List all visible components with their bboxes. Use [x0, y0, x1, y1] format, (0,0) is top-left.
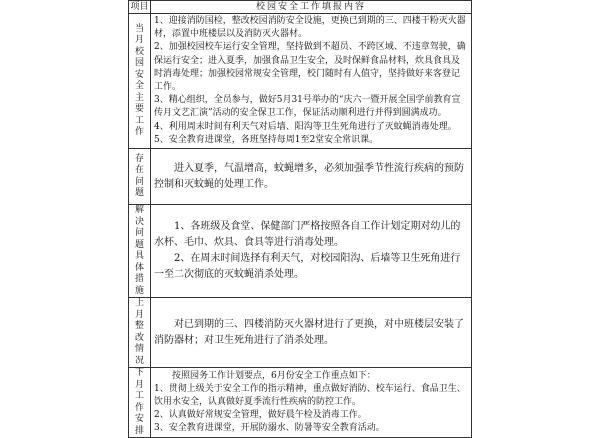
content-line: 进入夏季，气温增高，蚊蝇增多，必须加强季节性流行疾病的预防控制和灭蚊蝇的处理工作。	[154, 162, 464, 190]
section-row-problems	[129, 149, 472, 205]
report-table	[128, 0, 472, 438]
section-label: 下月工作安排	[134, 368, 144, 436]
section-row-monthly-work	[129, 14, 472, 149]
section-row-next-month-plan	[129, 368, 472, 438]
section-label: 当月校园安全主要工作	[134, 23, 144, 138]
safety-report-sheet	[128, 0, 472, 436]
section-content	[151, 368, 472, 438]
header-content-cell: 校园安全工作填报内容	[151, 1, 472, 14]
content-line: 1、各班级及食堂、保健部门严格按照各自工作计划定期对幼儿的水杯、毛巾、炊具、食具等进行消毒处理。	[154, 221, 461, 249]
section-label: 解决问题具体措施	[134, 205, 144, 296]
section-row-measures	[129, 205, 472, 298]
header-row	[129, 1, 472, 14]
content-line: 2、认真做好常规安全管理，做好晨午检及消毒工作。	[154, 410, 367, 421]
content-line: 5、安全教育进课堂，各班坚持每周1至2堂安全常识课。	[154, 134, 379, 145]
content-line: 4、利用周末时间有利天气对后墙、阳沟等卫生死角进行了灭蚊蝇消毒处理。	[154, 121, 457, 132]
section-content	[151, 205, 472, 298]
section-content	[151, 298, 472, 368]
content-line: 2、在周末时间选择有利天气，对校园阳沟、后墙等卫生死角进行一至二次彻底的灭蚊蝇消杀处理。	[154, 253, 461, 281]
section-label: 上月整改情况	[134, 298, 144, 366]
content-line: 3、安全教育进课堂，开展防溺水、防暑等安全教育活动。	[154, 423, 385, 434]
section-content	[151, 14, 472, 149]
content-line: 1、贯彻上级关于安全工作的指示精神，重点做好消防、校车运行、食品卫生、饮用水安全，认真做好夏季流行性疾病的防控工作。	[154, 383, 466, 407]
content-line: 3、精心组织，全员参与，做好5月31号举办的“庆六一暨开展全国学前教育宣传月文艺汇演”活动的安全保卫工作，保证活动顺利进行并得到圆满成功。	[154, 95, 461, 119]
section-content	[151, 149, 472, 205]
content-line: 2、加强校园校车运行安全管理，坚持做到不超员、不跨区域、不违章驾驶，确保运行安全；进入夏季，加强食品卫生安全，及时保鲜食品材料，炊具食具及时消毒处理；加强校园常规安全管理，校门随时有人值守，坚持做好来客登记工作。	[154, 42, 466, 93]
section-row-last-month-fixes	[129, 298, 472, 368]
content-line: 按照园务工作计划要点，6月份安全工作重点如下：	[172, 370, 376, 381]
header-item-cell: 项目	[130, 2, 149, 12]
section-label: 存在问题	[134, 153, 144, 199]
content-line: 对已到期的三、四楼消防灭火器材进行了更换，对中班楼层安装了消防器材；对卫生死角进行了消杀处理。	[154, 318, 464, 346]
content-line: 1、迎接消防国检，整改校园消防安全设施，更换已到期的三、四楼干粉灭火器材，添置中班楼层以及消防灭火器材。	[154, 16, 466, 40]
